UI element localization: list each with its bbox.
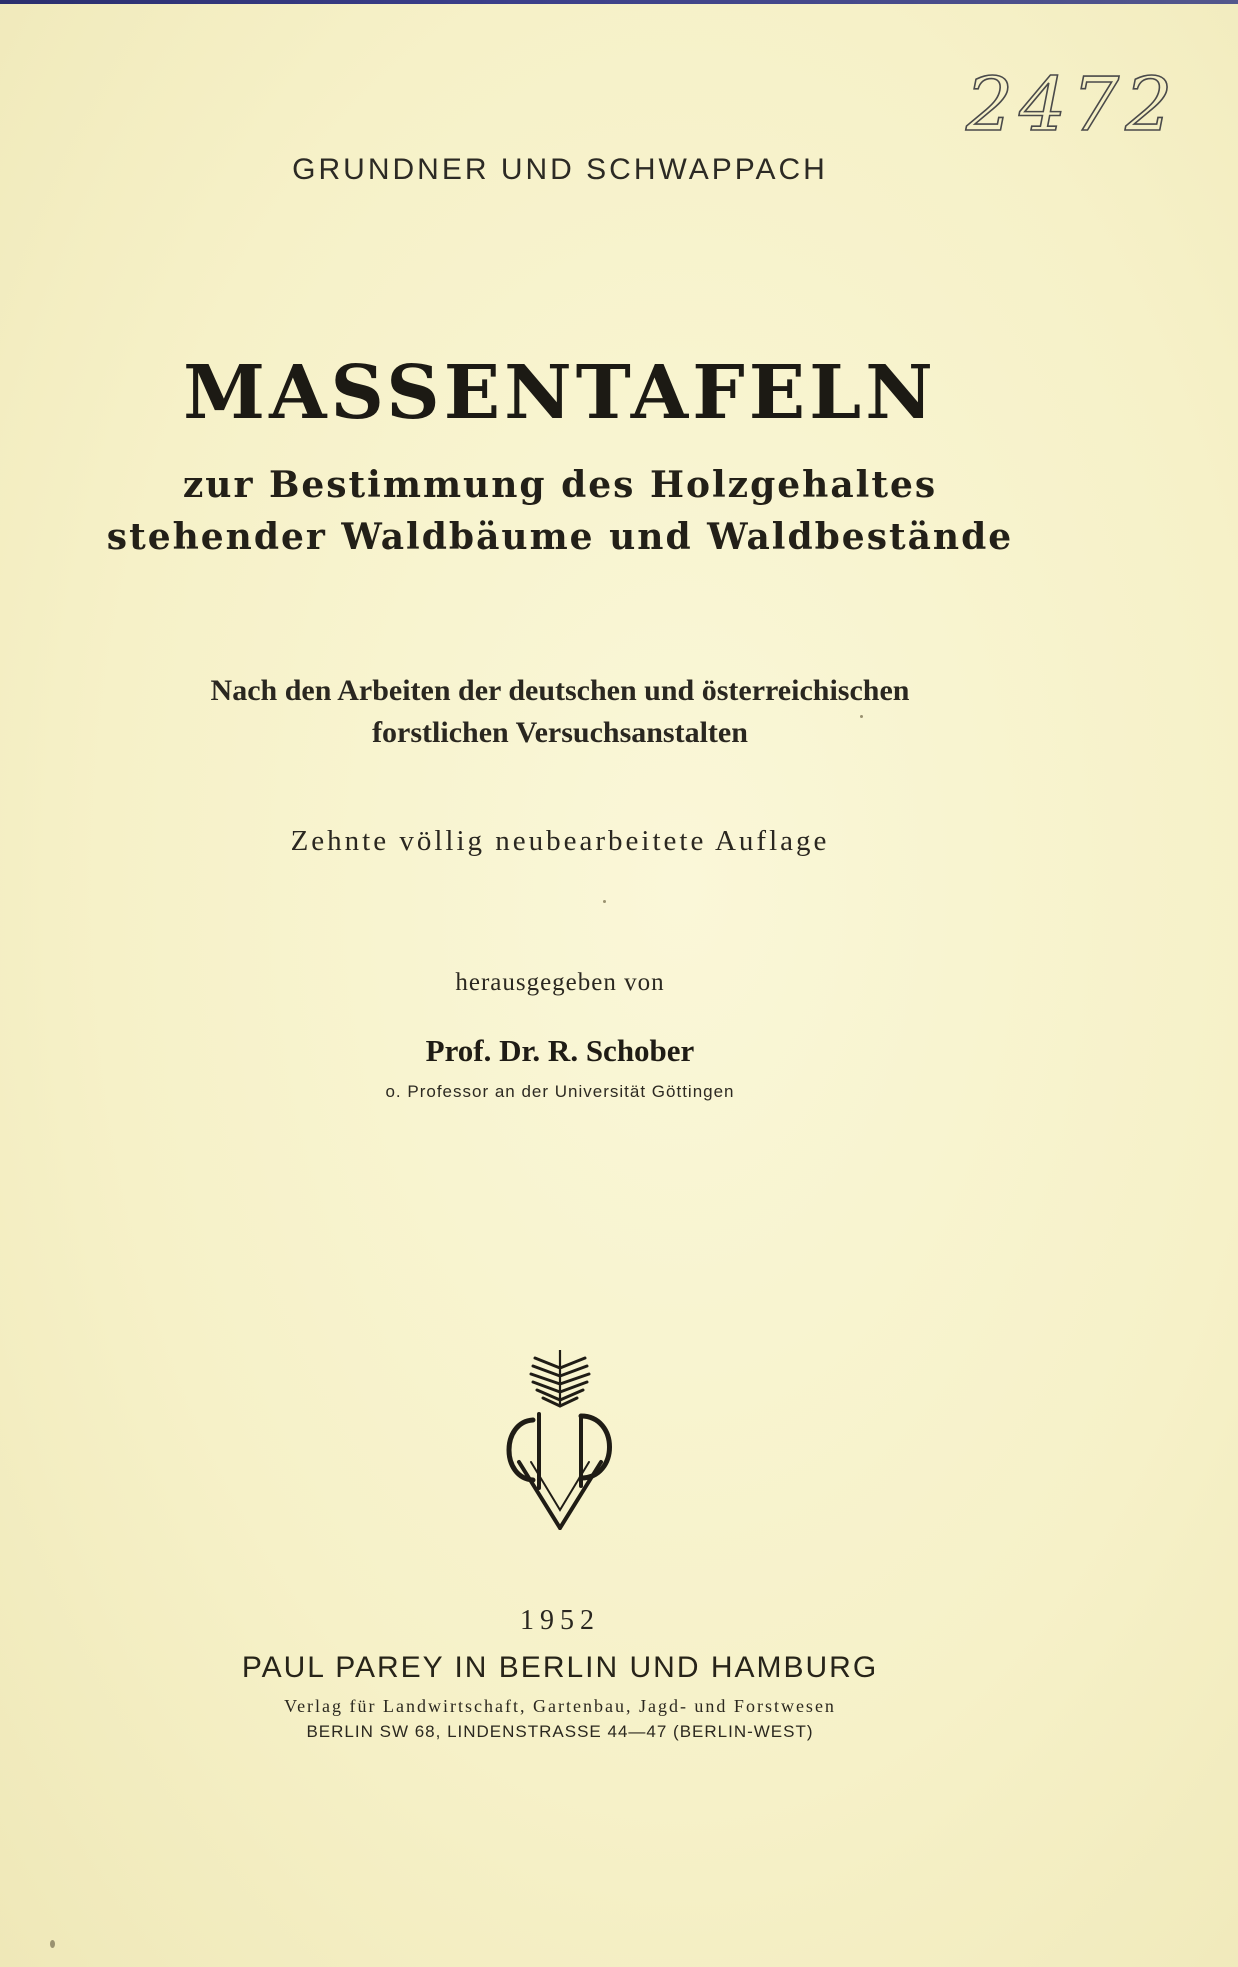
subtitle-line-2: stehender Waldbäume und Waldbestände — [106, 516, 1014, 558]
binding-edge — [0, 0, 1238, 4]
publisher-name: PAUL PAREY IN BERLIN UND HAMBURG — [241, 1651, 879, 1684]
handwritten-number-text: 2472 — [966, 62, 1179, 148]
publisher-address: BERLIN SW 68, LINDENSTRASSE 44—47 (BERLIN-WEST) — [306, 1722, 814, 1741]
publisher-description: Verlag für Landwirtschaft, Gartenbau, Jagd- und Forstwesen — [284, 1696, 836, 1716]
subtitle-line-1: zur Bestimmung des Holzgehaltes — [182, 464, 938, 506]
editor-name: Prof. Dr. R. Schober — [425, 1033, 695, 1068]
paper-speck — [50, 1940, 55, 1948]
handwritten-shelf-number — [960, 48, 1180, 158]
edited-by: herausgegeben von — [455, 969, 665, 996]
editor-role: o. Professor an der Universität Göttingen — [385, 1082, 735, 1101]
book-title: MASSENTAFELN — [183, 350, 937, 436]
authors: GRUNDNER UND SCHWAPPACH — [292, 153, 828, 186]
parey-wheat-logo-icon — [495, 1350, 625, 1530]
edition: Zehnte völlig neubearbeitete Auflage — [290, 825, 830, 857]
basis-line-1: Nach den Arbeiten der deutschen und österreichischen — [210, 674, 910, 707]
paper-speck — [603, 900, 606, 903]
basis-line-2: forstlichen Versuchsanstalten — [372, 716, 748, 749]
paper-speck — [860, 715, 863, 718]
publication-year: 1952 — [520, 1605, 600, 1636]
